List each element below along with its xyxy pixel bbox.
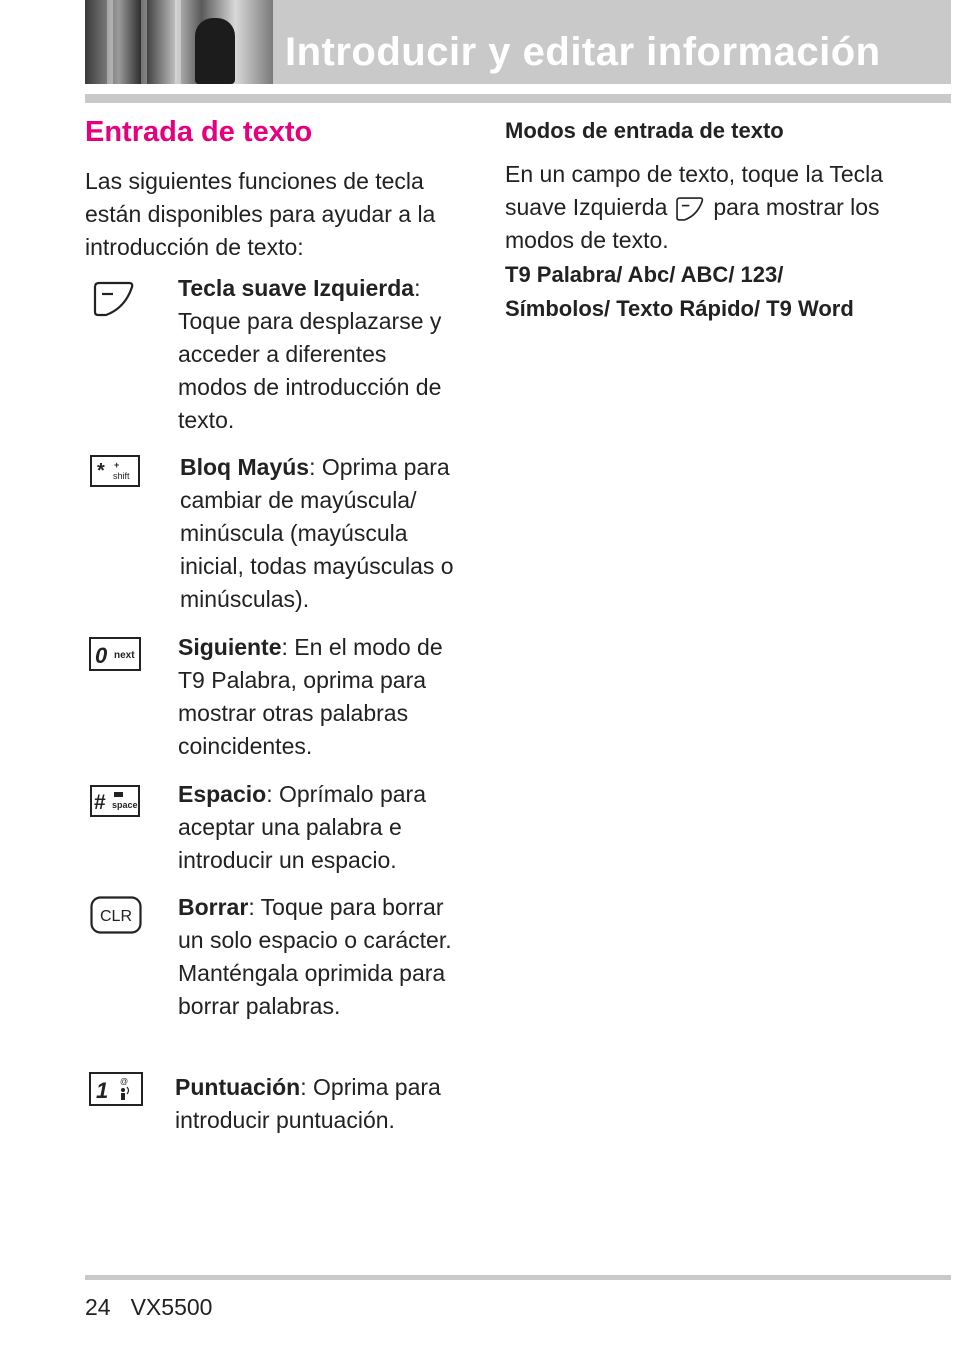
item-name: Borrar — [178, 894, 249, 920]
intro-paragraph: Las siguientes funciones de tecla están disponibles para ayudar a la introducción de texto: — [85, 168, 436, 260]
item-name: Puntuación — [175, 1074, 301, 1100]
modes-list — [505, 258, 945, 326]
item-desc: : Toque para borrar un solo espacio o carácter. Manténgala oprimida para borrar palabras. — [178, 894, 452, 1019]
svg-text:#: # — [94, 791, 106, 814]
item-name: Espacio — [178, 781, 267, 807]
item-siguiente — [178, 631, 453, 763]
item-espacio — [178, 778, 453, 877]
item-puntuacion — [175, 1071, 450, 1137]
section-title: Entrada de texto — [85, 116, 313, 148]
page-title: Introducir y editar información — [285, 30, 881, 74]
star-shift-key-icon — [90, 455, 140, 487]
item-desc: : En el modo de T9 Palabra, oprima para mostrar otras palabras coincidentes. — [178, 634, 443, 759]
one-key-icon — [89, 1072, 143, 1106]
svg-text:+: + — [114, 460, 120, 470]
pound-space-key-icon — [90, 785, 140, 817]
left-soft-key-icon — [92, 280, 136, 318]
key-label: CLR — [99, 908, 133, 925]
left-soft-key-icon — [675, 196, 705, 222]
modes-line-1: T9 Palabra/ Abc/ ABC/ 123/ — [505, 262, 784, 287]
modes-paragraph-start: En un campo de texto, toque la Tecla suave Izquierda — [505, 161, 884, 220]
item-desc: : Toque para desplazarse y acceder a diferentes modos de introducción de texto. — [178, 275, 442, 433]
key-label: shift — [113, 471, 130, 481]
page-number: 24 — [85, 1294, 111, 1320]
header-photo — [85, 0, 273, 84]
modes-paragraph-end: para mostrar los modos de texto. — [505, 194, 880, 253]
key-label: space — [112, 800, 138, 810]
svg-text:@: @ — [120, 1077, 129, 1086]
modes-paragraph — [505, 158, 945, 257]
item-bloq-mayus — [180, 451, 455, 616]
item-name: Bloq Mayús — [180, 454, 310, 480]
modes-line-2: Símbolos/ Texto Rápido/ T9 Word — [505, 296, 854, 321]
footer-divider — [85, 1275, 951, 1280]
header-divider — [85, 94, 951, 103]
item-desc: : Oprima para introducir puntuación. — [175, 1074, 441, 1133]
model-name: VX5500 — [130, 1294, 213, 1320]
item-desc: : Oprímalo para aceptar una palabra e introducir un espacio. — [178, 781, 427, 873]
item-left-soft-key — [178, 272, 453, 437]
svg-text:*: * — [97, 460, 105, 482]
modes-heading: Modos de entrada de texto — [505, 118, 784, 143]
footer — [85, 1294, 232, 1321]
key-digit: 1 — [96, 1078, 109, 1103]
item-name: Tecla suave Izquierda — [178, 275, 415, 301]
key-digit: 0 — [95, 643, 108, 668]
key-label: next — [114, 650, 135, 661]
zero-next-key-icon — [89, 637, 141, 671]
item-desc: : Oprima para cambiar de mayúscula/ minúscula (mayúscula inicial, todas mayúsculas o minúsculas). — [180, 454, 454, 612]
clr-key-icon — [90, 896, 142, 934]
item-borrar — [178, 891, 453, 1023]
item-name: Siguiente — [178, 634, 282, 660]
